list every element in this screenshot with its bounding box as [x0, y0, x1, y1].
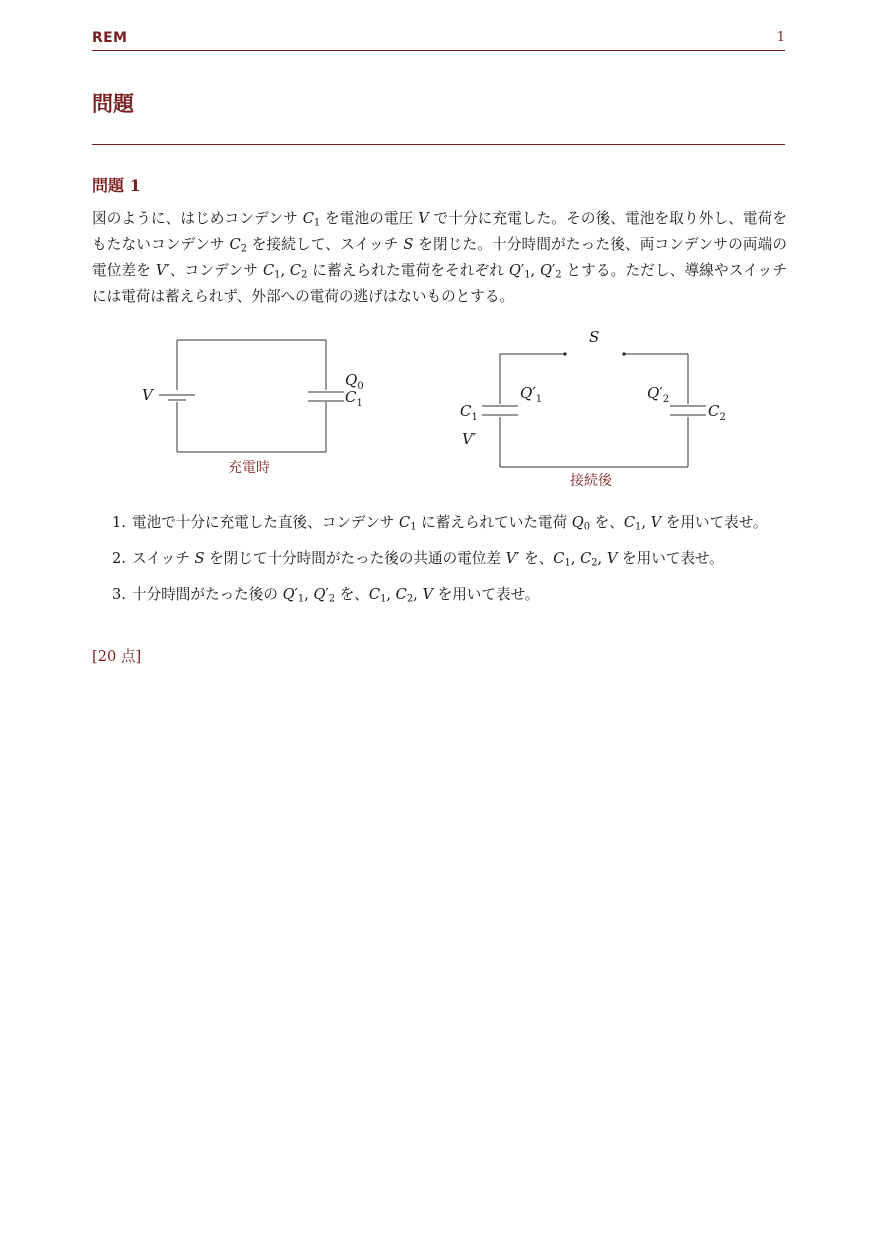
label-s: S: [589, 328, 600, 346]
label-c1-right: $C_1$: [460, 402, 478, 423]
header-title: REM: [92, 30, 128, 46]
right-figure-caption: 接続後: [570, 473, 612, 489]
left-figure-caption: 充電時: [228, 460, 270, 476]
section-title: 問題: [92, 91, 134, 116]
question-item: 2. スイッチ S を閉じて十分時間がたった後の共通の電位差 V′ を、$C_1$, $C_2$, V を用いて表せ。: [112, 550, 724, 569]
question-item: 1. 電池で十分に充電した直後、コンデンサ $C_1$ に蓄えられていた電荷 $Q_0$ を、$C_1$, V を用いて表せ。: [112, 514, 768, 533]
label-q0: $Q_0$: [345, 371, 364, 392]
label-c1-left: $C_1$: [345, 388, 363, 409]
label-q2-prime: $Q'_2$: [647, 384, 670, 405]
problem-heading: 問題 1: [92, 176, 141, 195]
label-v: V: [142, 386, 153, 404]
connected-circuit: [482, 354, 706, 467]
label-v-prime: V′: [462, 430, 477, 448]
charging-circuit: [159, 340, 344, 452]
switch-terminal-right: [622, 352, 625, 355]
label-q1-prime: $Q'_1$: [520, 384, 543, 405]
switch-terminal-left: [563, 352, 566, 355]
page-header: [92, 28, 785, 51]
question-list: [92, 510, 787, 618]
problem-statement: 図のように、はじめコンデンサ $C_1$ を電池の電圧 V で十分に充電した。その後、電池を取り外し、電荷をもたないコンデンサ $C_2$ を接続して、スイッチ S を閉じた。十分時間がたった後、両コンデンサの両端の電位差を V′、コンデンサ $C_1$, $C_2$ に蓄えられた電荷をそれぞれ $Q'_1$, $Q'_2$ とする。ただし、導線やスイッチには電荷は蓄えられず、外部への電荷の逃げはないものとする。: [92, 210, 788, 305]
page-number: 1: [776, 30, 785, 45]
circuit-diagrams: [92, 322, 787, 492]
circuit-figures: [92, 322, 787, 492]
section-divider: [92, 144, 785, 145]
question-item: 3. 十分時間がたった後の $Q'_1$, $Q'_2$ を、$C_1$, $C_2$, V を用いて表せ。: [112, 586, 540, 605]
points-label: [20 点]: [92, 648, 142, 665]
label-c2: $C_2$: [708, 402, 726, 423]
